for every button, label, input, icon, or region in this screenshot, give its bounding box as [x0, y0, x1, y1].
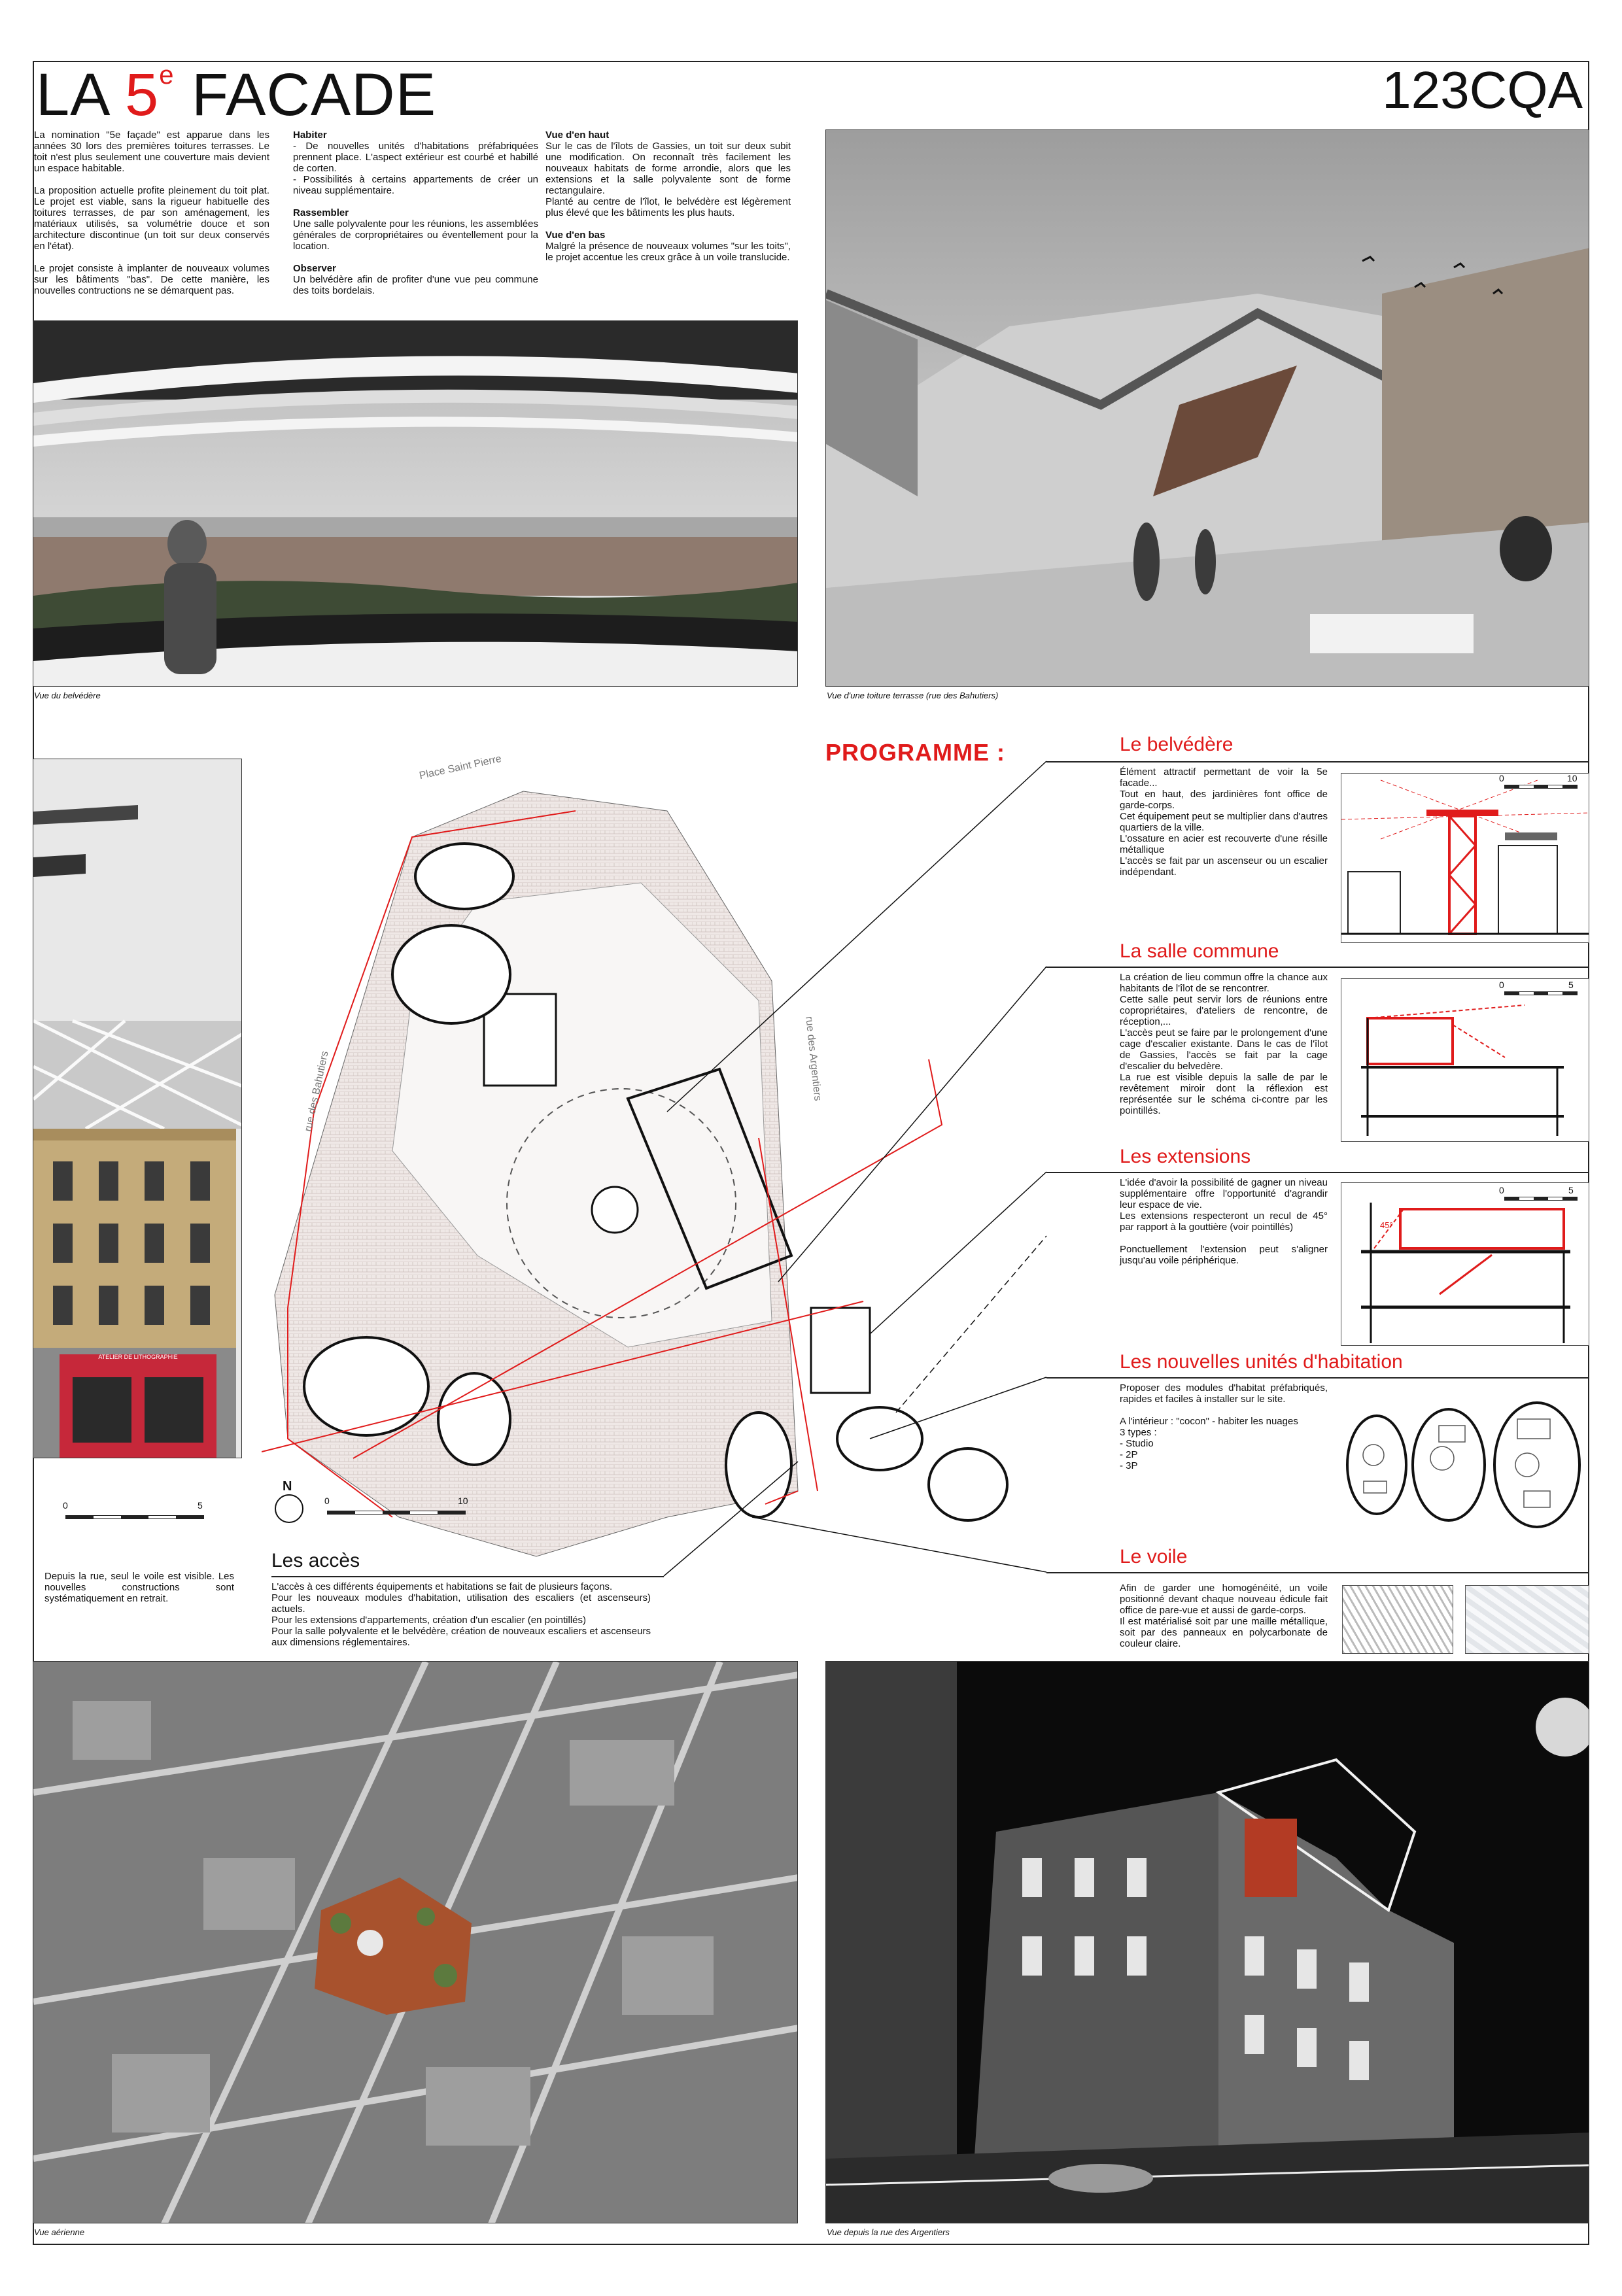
prog-belvedere-title: Le belvédère: [1120, 734, 1234, 755]
street-scale-0: 0: [63, 1500, 68, 1511]
night-street-image: [825, 1661, 1589, 2223]
prog-units-text: Proposer des modules d'habitat préfabriqués, rapides et faciles à installer sur le site. A l'intérieur : "cocon" - habiter les nuages 3 types : - Studio - 2P - 3P: [1120, 1382, 1328, 1471]
intro-col-2: Habiter - De nouvelles unités d'habitations préfabriquées prennent place. L'aspect extérieur est courbé et habillé de corten. - Possibilités à certains appartements de créer un niveau supplémentaire. Rassembler Une salle polyvalente pour les réunions, les assemblées générales de corpropriétaires ou éventellement pour la location. Observer Un belvédère afin de profiter d'une vue peu commune des toits bordelais.: [293, 129, 538, 296]
aerial-view-image: [33, 1661, 798, 2223]
extensions-angle-label: 45°: [1380, 1220, 1393, 1230]
prog-units-title: Les nouvelles unités d'habitation: [1120, 1351, 1403, 1373]
prog-salle-text: La création de lieu commun offre la chance aux habitants de l'îlot de se rencontrer. Cette salle peut servir lors de réunions entre copropriétaires, d'ateliers de rencontre, de réception,... L'accès peut se faire par le prolongement d'une cage d'escalier existante. Dans le cas de l'îlot de Gassies, l'accès se fait par la cage d'escalier du belvedère. La rue est visible depuis la salle de par le revêtement miroir dont la réflexion est représentée sur le schéma ci-contre par les pointillés.: [1120, 972, 1328, 1116]
prog-voile-text: Afin de garder une homogénéité, un voile positionné devant chaque nouveau édicule fait office de pare-vue et aussi de garde-corps. Il est matérialisé soit par une maille métallique, soit par des panneaux en polycarbonate de couleur claire.: [1120, 1583, 1328, 1649]
prog-salle-title: La salle commune: [1120, 940, 1279, 962]
intro-col-3: Vue d'en haut Sur le cas de l'îlots de Gassies, un toit sur deux subit une modification. On reconnaît très facilement les nouveaux habitats de forme arrondie, alors que les extensions et la salle polyvalente sont de forme rectangulaire. Planté au centre de l'îlot, le belvédère est légèrement plus élevé que les bâtiments les plus hauts. Vue d'en bas Malgré la présence de nouveaux volumes "sur les toits", le projet accentue les creux grâce à un voile translucide.: [545, 129, 791, 263]
intro-col-1: La nomination "5e façade" est apparue dans les années 30 lors des premières toitures terrasses. Le toit n'est plus seulement une couverture mais devient un espace habitable. La proposition actuelle profite pleinement du toit plat. Le projet est viable, sans la rigueur habituelle des toitures terrasses, de par son aménagement, les matériaux utilisés, sa volumétrie douce et son architecture discontinue (un toit sur deux conservés en l'état). Le projet consiste à implanter de nouveaux volumes sur les bâtiments "bas". De cette manière, les nouvelles contructions ne se démarquent pas.: [34, 129, 269, 296]
caption-terrace: Vue d'une toiture terrasse (rue des Bahutiers): [827, 691, 999, 700]
salle-scale-5: 5: [1568, 980, 1574, 990]
prog-belvedere-text: Élément attractif permettant de voir la 5e facade... Tout en haut, des jardinières font office de garde-corps. Cet équipement peut se multiplier dans d'autres quartiers de la ville. L'ossature en acier est recouverte d'une résille métallique L'accès se fait par un ascenseur ou un escalier indépendant.: [1120, 766, 1328, 878]
prog-voile-title: Le voile: [1120, 1546, 1188, 1568]
caption-night-street: Vue depuis la rue des Argentiers: [827, 2227, 950, 2237]
acces-title: Les accès: [271, 1550, 360, 1571]
north-label: N: [283, 1479, 292, 1494]
prog-extensions-text: L'idée d'avoir la possibilité de gagner un niveau supplémentaire offre l'opportunité d'agrandir leur espace de vie. Les extensions respecteront un recul de 45° par rapport à la gouttière (voir pointillés) Ponctuellement l'extension peut s'aligner jusqu'au voile périphérique.: [1120, 1177, 1328, 1266]
salle-scale-0: 0: [1499, 980, 1504, 990]
caption-belvedere: Vue du belvédère: [34, 691, 101, 700]
extensions-scale-5: 5: [1568, 1185, 1574, 1195]
belvedere-scale-10: 10: [1567, 773, 1578, 783]
poster-title: LA 5e FACADE: [36, 61, 437, 128]
street-label-right: rue des Argentiers: [803, 1016, 823, 1102]
shop-sign: ATELIER DE LITHOGRAPHIE: [98, 1354, 178, 1360]
prog-extensions-title: Les extensions: [1120, 1146, 1251, 1167]
street-view-text: Depuis la rue, seul le voile est visible. Les nouvelles constructions sont systématiquement en retrait.: [44, 1571, 234, 1604]
programme-title: PROGRAMME :: [825, 739, 1005, 766]
street-label-left: rue des Bahutiers: [302, 1050, 331, 1133]
plan-scale-0: 0: [324, 1496, 330, 1506]
belvedere-scale-0: 0: [1499, 773, 1504, 783]
extensions-scale-0: 0: [1499, 1185, 1504, 1195]
street-scale-5: 5: [198, 1500, 203, 1511]
street-label-top: Place Saint Pierre: [418, 753, 503, 782]
project-code: 123CQA: [1382, 61, 1583, 119]
acces-text: L'accès à ces différents équipements et habitations se fait de plusieurs façons. Pour les nouveaux modules d'habitation, utilisation des escaliers (et ascenseurs) actuels. Pour les extensions d'appartements, création d'un escalier (en pointillés) Pour la salle polyvalente et le belvédère, création de nouveaux escaliers et ascenseurs aux dimensions réglementaires.: [271, 1581, 651, 1648]
plan-scale-10: 10: [458, 1496, 468, 1506]
caption-aerial: Vue aérienne: [34, 2227, 85, 2237]
